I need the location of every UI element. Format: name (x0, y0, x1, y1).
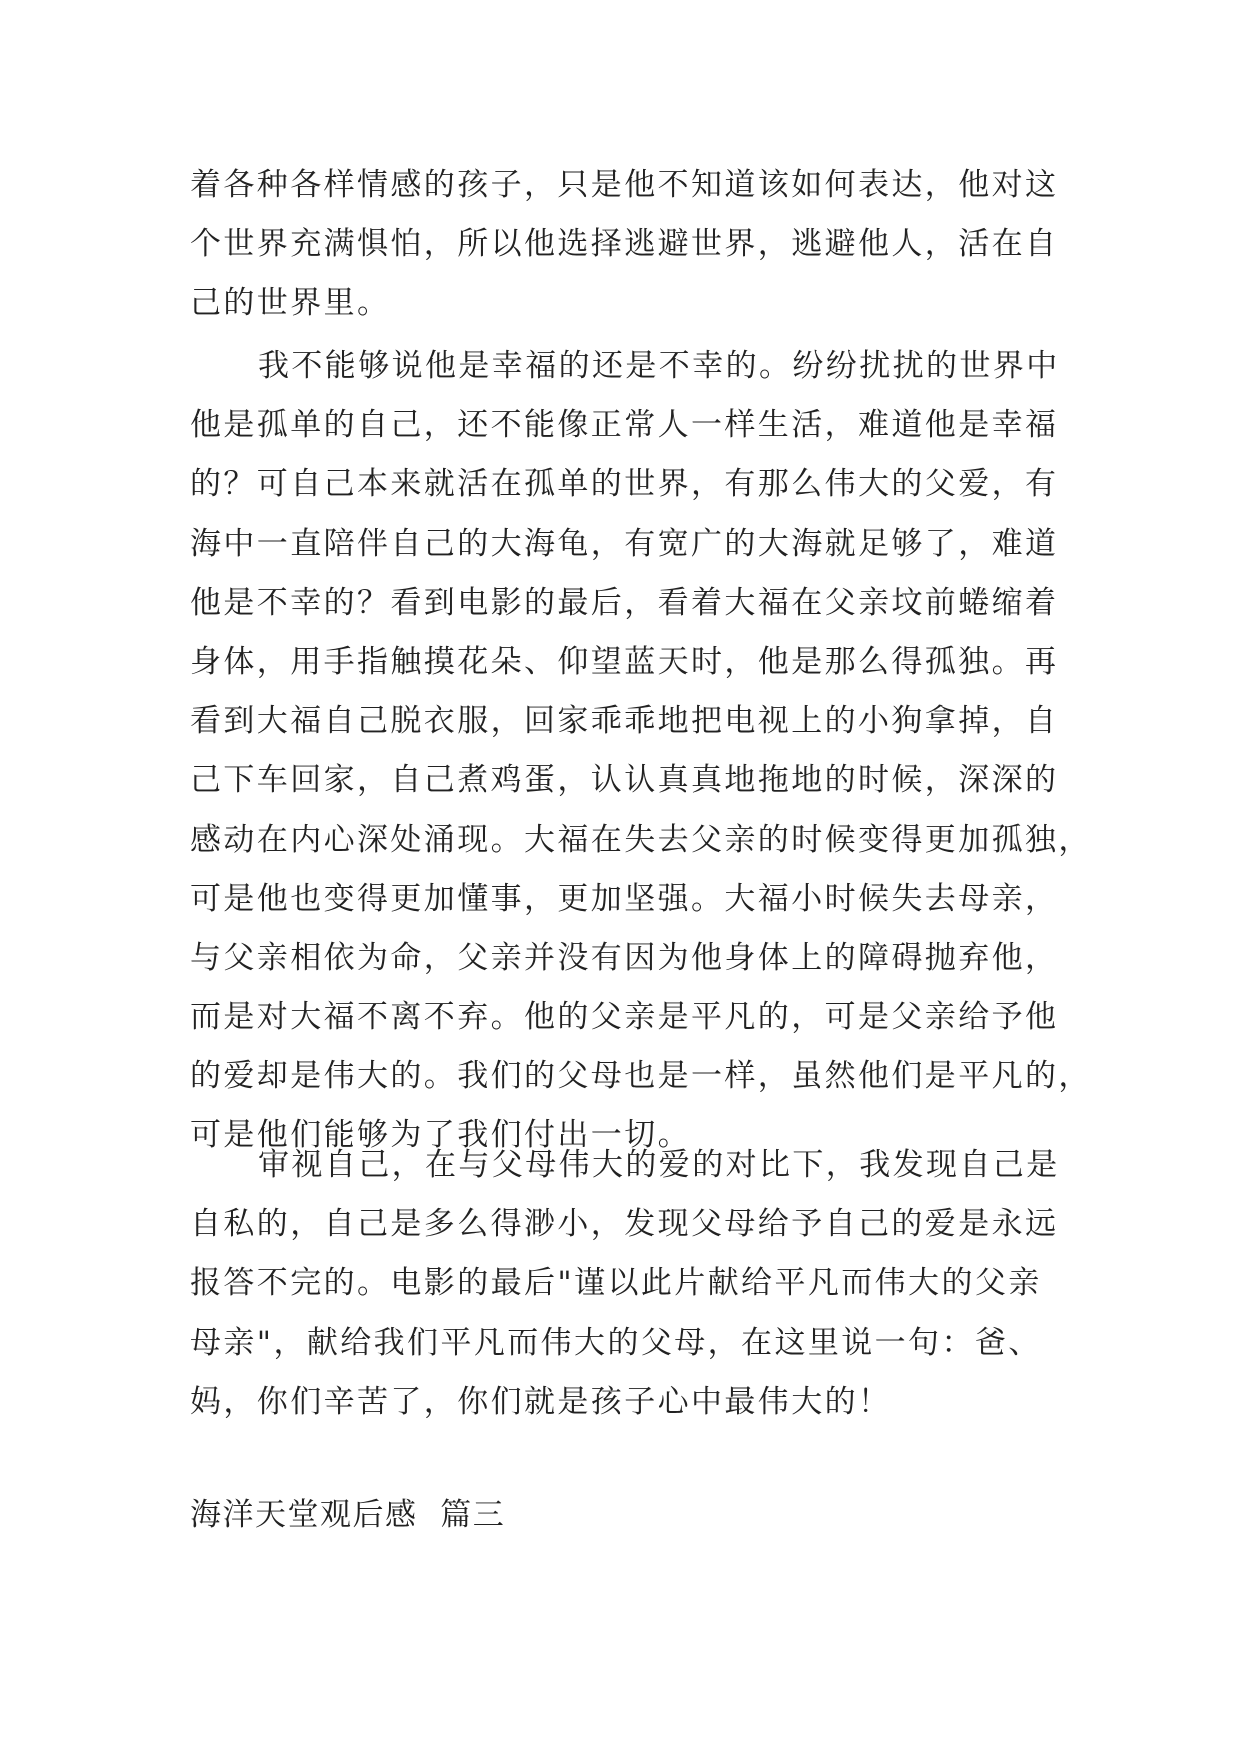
section-title: 海洋天堂观后感 篇三 (190, 1497, 506, 1533)
paragraph-line: 感动在内心深处涌现。大福在失去父亲的时候变得更加孤独， (190, 821, 1092, 858)
paragraph-line: 身体，用手指触摸花朵、仰望蓝天时，他是那么得孤独。再 (190, 643, 1059, 680)
paragraph-line: 可是他们能够为了我们付出一切。 (190, 1117, 691, 1154)
paragraph-line: 妈，你们辛苦了，你们就是孩子心中最伟大的！ (190, 1383, 892, 1420)
paragraph-2 (190, 337, 1092, 1166)
paragraph-line: 他是孤单的自己，还不能像正常人一样生活，难道他是幸福 (190, 407, 1059, 444)
paragraph-line: 的爱却是伟大的。我们的父母也是一样，虽然他们是平凡的， (190, 1058, 1092, 1095)
paragraph-line: 的？可自己本来就活在孤单的世界，有那么伟大的父爱，有 (190, 466, 1059, 503)
paragraph-line: 他是不幸的？看到电影的最后，看着大福在父亲坟前蜷缩着 (190, 584, 1059, 621)
paragraph-line: 看到大福自己脱衣服，回家乖乖地把电视上的小狗拿掉，自 (190, 703, 1059, 740)
paragraph-line: 可是他也变得更加懂事，更加坚强。大福小时候失去母亲， (190, 880, 1059, 917)
paragraph-line: 母亲"，献给我们平凡而伟大的父母，在这里说一句：爸、 (190, 1324, 1042, 1361)
paragraph-line: 自私的，自己是多么得渺小，发现父母给予自己的爱是永远 (190, 1206, 1059, 1243)
paragraph-line: 个世界充满惧怕，所以他选择逃避世界，逃避他人，活在自 (190, 226, 1059, 263)
paragraph-3 (190, 1136, 1060, 1432)
paragraph-line: 着各种各样情感的孩子，只是他不知道该如何表达，他对这 (190, 167, 1059, 203)
paragraph-line: 海中一直陪伴自己的大海龟，有宽广的大海就足够了，难道 (190, 525, 1059, 562)
paragraph-line: 而是对大福不离不弃。他的父亲是平凡的，可是父亲给予他 (190, 999, 1059, 1036)
paragraph-line: 己的世界里。 (190, 285, 391, 322)
paragraph-line: 我不能够说他是幸福的还是不幸的。纷纷扰扰的世界中 (258, 348, 1060, 384)
paragraph-1 (190, 156, 1059, 334)
paragraph-line: 与父亲相依为命，父亲并没有因为他身体上的障碍抛弃他， (190, 939, 1059, 976)
paragraph-line: 审视自己，在与父母伟大的爱的对比下，我发现自己是 (258, 1147, 1060, 1183)
paragraph-line: 报答不完的。电影的最后"谨以此片献给平凡而伟大的父亲 (190, 1265, 1042, 1302)
paragraph-line: 己下车回家，自己煮鸡蛋，认认真真地拖地的时候，深深的 (190, 762, 1059, 799)
